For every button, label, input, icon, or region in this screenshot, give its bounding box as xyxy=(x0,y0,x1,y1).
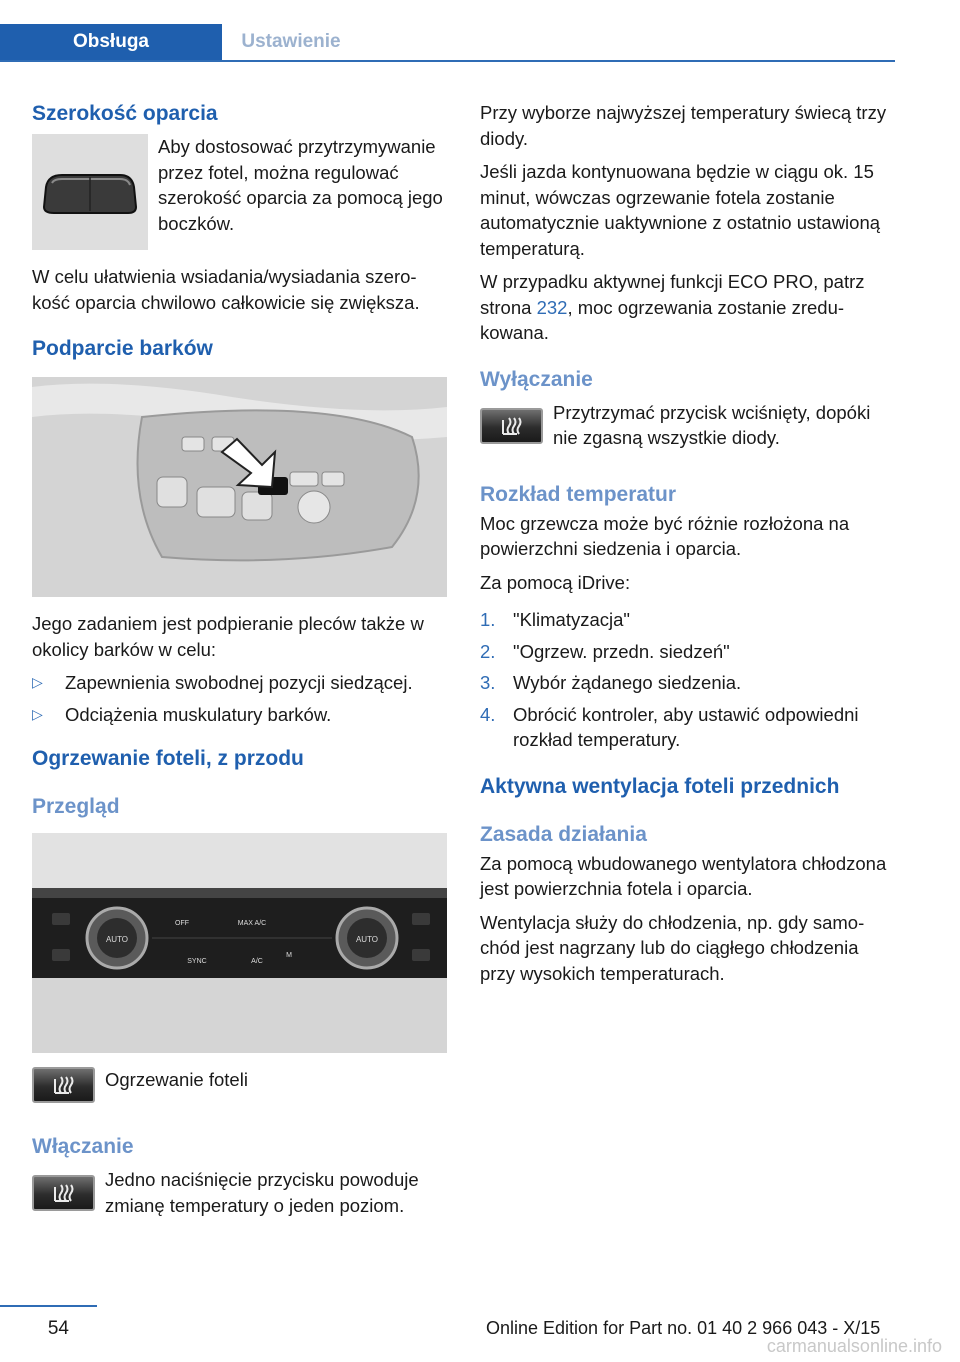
distribution-text: Moc grzewcza może być różnie rozłożona na powierzchni siedzenia i oparcia. xyxy=(480,512,850,559)
list-item: 3. Wybór żądanego siedzenia. xyxy=(480,672,742,693)
switch-off-row xyxy=(480,400,896,459)
heading-active-ventilation: Aktywna wentylacja foteli przednich xyxy=(480,774,840,798)
left-column xyxy=(32,100,448,1226)
paragraph-eco-pro: W przypadku aktywnej funkcji ECO PRO, patrz strona 232, moc ogrzewania zostanie zredukowana. xyxy=(480,271,865,343)
list-item: 1. "Klimatyzacja" xyxy=(480,609,630,630)
distribution-steps xyxy=(480,607,896,753)
seat-heating-icon-row xyxy=(32,1067,448,1103)
seat-heating-button-icon xyxy=(32,1175,95,1211)
heading-backrest-width: Szerokość oparcia xyxy=(32,102,218,125)
backrest-width-row xyxy=(32,134,448,250)
seat-heating-button-icon xyxy=(32,1067,95,1103)
switch-off-text: Przytrzymać przycisk wciśnięty, dopóki nie zgasną wszystkie diody. xyxy=(553,401,871,448)
switch-on-text: Jedno naciśnięcie przycisku powoduje zmianę temperatury o jeden poziom. xyxy=(105,1169,419,1216)
tab-obsluga[interactable]: Obsługa xyxy=(0,24,222,60)
footer-rule xyxy=(0,1305,97,1307)
panel-off: OFF xyxy=(175,920,189,927)
panel-ac: A/C xyxy=(251,958,263,965)
panel-auto-right: AUTO xyxy=(355,935,379,944)
backrest-switch-icon xyxy=(32,134,148,250)
paragraph-three-leds: Przy wyborze najwyższej temperatury świecą trzy diody. xyxy=(480,102,887,149)
right-column xyxy=(480,100,896,994)
seat-heating-button-icon xyxy=(480,408,543,444)
heading-seat-heating: Ogrzewanie foteli, z przodu xyxy=(32,747,304,770)
list-item: 4. Obrócić kontroler, aby ustawić odpowiedni rozkład temperatury. xyxy=(480,703,859,750)
tab-ustawienie[interactable]: Ustawienie xyxy=(241,31,341,52)
heading-temperature-distribution: Rozkład temperatur xyxy=(480,482,677,506)
shoulder-support-list xyxy=(32,670,448,727)
panel-sync: SYNC xyxy=(187,958,207,965)
climate-panel-photo xyxy=(32,833,447,1053)
heading-overview: Przegląd xyxy=(32,795,120,818)
ventilation-text-2: Wentylacja służy do chłodzenia, np. gdy samochód jest nagrzany lub do ciągłego chłodzenia przy wysokich temperaturach. xyxy=(480,911,865,984)
heading-switch-on: Włączanie xyxy=(32,1135,134,1158)
ventilation-text-1: Za pomocą wbudowanego wentylatora chłodzona jest powierzchnia fotela i oparcia. xyxy=(480,852,887,899)
shoulder-support-body: Jego zadaniem jest podpieranie pleców także w okolicy barków w celu: xyxy=(32,613,424,660)
panel-m: M xyxy=(286,952,292,959)
watermark: carmanualsonline.info xyxy=(766,1336,942,1356)
page-link-232[interactable]: 232 xyxy=(536,296,568,318)
distribution-idrive: Za pomocą iDrive: xyxy=(480,571,631,593)
seat-heating-caption: Ogrzewanie foteli xyxy=(105,1069,248,1090)
chapter-tabs xyxy=(0,24,895,62)
heading-principle: Zasada działania xyxy=(480,822,647,846)
panel-max-ac: MAX A/C xyxy=(237,920,267,927)
switch-on-row xyxy=(32,1167,448,1226)
tab-underline xyxy=(0,60,895,62)
page-number: 54 xyxy=(47,1318,69,1339)
backrest-width-intro: Aby dostosować przytrzymywanie przez fotel, można regulować szerokość oparcia za pomocą jego boczków. xyxy=(158,136,443,234)
panel-auto-left: AUTO xyxy=(105,935,129,944)
triangle-bullet-icon: ▷ xyxy=(32,705,43,722)
triangle-bullet-icon: ▷ xyxy=(32,674,43,690)
heading-shoulder-support: Podparcie barków xyxy=(32,337,213,360)
backrest-width-body: W celu ułatwienia wsiadania/wysiadania szerokość oparcia chwilowo całkowicie się zwiększa. xyxy=(32,266,420,313)
seat-controls-photo xyxy=(32,377,447,597)
edition-line: Online Edition for Part no. 01 40 2 966 043 - X/15 xyxy=(486,1318,881,1338)
list-item: ▷ Zapewnienia swobodnej pozycji siedzącej. xyxy=(32,670,448,696)
list-item: 2. "Ogrzew. przedn. siedzeń" xyxy=(480,640,730,662)
heading-switch-off: Wyłączanie xyxy=(480,367,593,391)
list-item: ▷ Odciążenia muskulatury barków. xyxy=(32,702,448,728)
paragraph-auto-reactivation: Jeśli jazda kontynuowana będzie w ciągu ok. 15 minut, wówczas ogrzewanie fotela zostanie automatycznie uaktywnione z ostatnio ustawioną temperaturą. xyxy=(480,161,881,259)
